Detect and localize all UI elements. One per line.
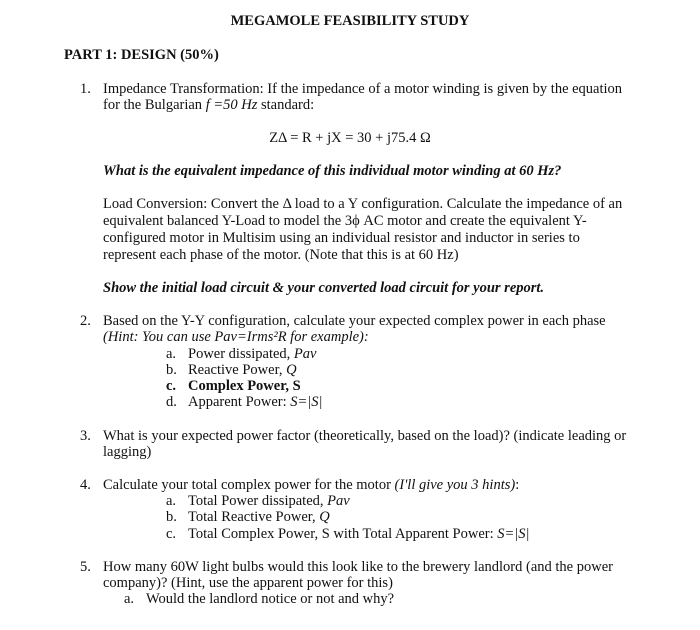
q2-item-d-letter: d.	[166, 394, 177, 410]
q5-number: 5.	[80, 559, 91, 575]
q1-question: What is the equivalent impedance of this individual motor winding at 60 Hz?	[103, 163, 562, 179]
q2-item-c-letter: c.	[166, 378, 177, 394]
q2-item-b-label: Reactive Power,	[188, 362, 287, 378]
q2-item-d-var: S=|S|	[290, 394, 323, 410]
q2-item-a-var: Pav	[293, 346, 317, 362]
q4-item-c-label: Total Complex Power, S with Total Apparent Power:	[188, 526, 498, 542]
q1-load-line2: equivalent balanced Y-Load to model the 3ϕ AC motor and create the equivalent Y-	[103, 213, 587, 229]
q4-item-b	[166, 509, 330, 526]
q2-item-c	[166, 378, 301, 395]
q4-item-a-var: Pav	[327, 493, 350, 509]
q5-line1: How many 60W light bulbs would this look like to the brewery landlord (and the power	[103, 559, 613, 575]
part-heading: PART 1: DESIGN (50%)	[64, 47, 219, 63]
q4-item-c-var: S=|S|	[497, 526, 530, 542]
q4-item-b-label: Total Reactive Power,	[188, 509, 320, 525]
q2-hint: (Hint: You can use Pav=Irms²R for example):	[103, 329, 369, 345]
q1-load-line1: Load Conversion: Convert the Δ load to a Y configuration. Calculate the impedance of an	[103, 196, 623, 212]
q3-number: 3.	[80, 428, 91, 444]
q5-item-a-letter: a.	[124, 591, 135, 607]
q5-item-a-label: Would the landlord notice or not and why?	[146, 591, 395, 607]
q2-item-d	[166, 394, 323, 411]
q4-line1	[103, 477, 519, 494]
q3-line1: What is your expected power factor (theoretically, based on the load)? (indicate leading or	[103, 428, 627, 444]
q4-item-c	[166, 526, 530, 543]
q3-line2: lagging)	[103, 444, 152, 460]
q2-item-b	[166, 362, 297, 379]
q2-item-d-label: Apparent Power:	[188, 394, 291, 410]
q4-item-b-letter: b.	[166, 509, 177, 525]
q1-frequency: f =50 Hz	[205, 97, 258, 113]
q2-item-c-label: Complex Power, S	[188, 378, 301, 394]
q2-item-a-label: Power dissipated,	[188, 346, 294, 362]
q1-intro-line2	[103, 97, 314, 114]
q4-hints-note: (I'll give you 3 hints)	[394, 477, 516, 493]
q2-number: 2.	[80, 313, 91, 329]
q1-show-instruction: Show the initial load circuit & your converted load circuit for your report.	[103, 280, 545, 296]
q1-intro-line2-post: standard:	[257, 97, 315, 113]
q2-item-a	[166, 346, 316, 363]
q1-load-line3: configured motor in Multisim using an individual resistor and inductor in series to	[103, 230, 580, 246]
q1-load-line4: represent each phase of the motor. (Note that this is at 60 Hz)	[103, 247, 459, 263]
q5-line2: company)? (Hint, use the apparent power for this)	[103, 575, 393, 591]
q4-item-a-label: Total Power dissipated,	[188, 493, 328, 509]
q4-line1-post: :	[515, 477, 520, 493]
q4-item-a-letter: a.	[166, 493, 177, 509]
q1-intro-line1: Impedance Transformation: If the impedance of a motor winding is given by the equation	[103, 81, 623, 97]
q2-line1: Based on the Y-Y configuration, calculate your expected complex power in each phase	[103, 313, 606, 329]
q1-intro-line2-pre: for the Bulgarian	[103, 97, 206, 113]
q4-item-a	[166, 493, 350, 510]
q2-item-b-letter: b.	[166, 362, 177, 378]
impedance-equation: ZΔ = R + jX = 30 + j75.4 Ω	[269, 130, 431, 146]
q2-item-a-letter: a.	[166, 346, 177, 362]
q4-number: 4.	[80, 477, 91, 493]
q5-item-a	[124, 591, 394, 608]
q4-item-c-letter: c.	[166, 526, 177, 542]
q2-item-b-var: Q	[286, 362, 297, 378]
q1-number: 1.	[80, 81, 91, 97]
q4-item-b-var: Q	[319, 509, 330, 525]
q4-line1-pre: Calculate your total complex power for the motor	[103, 477, 395, 493]
document-title: MEGAMOLE FEASIBILITY STUDY	[230, 13, 470, 29]
